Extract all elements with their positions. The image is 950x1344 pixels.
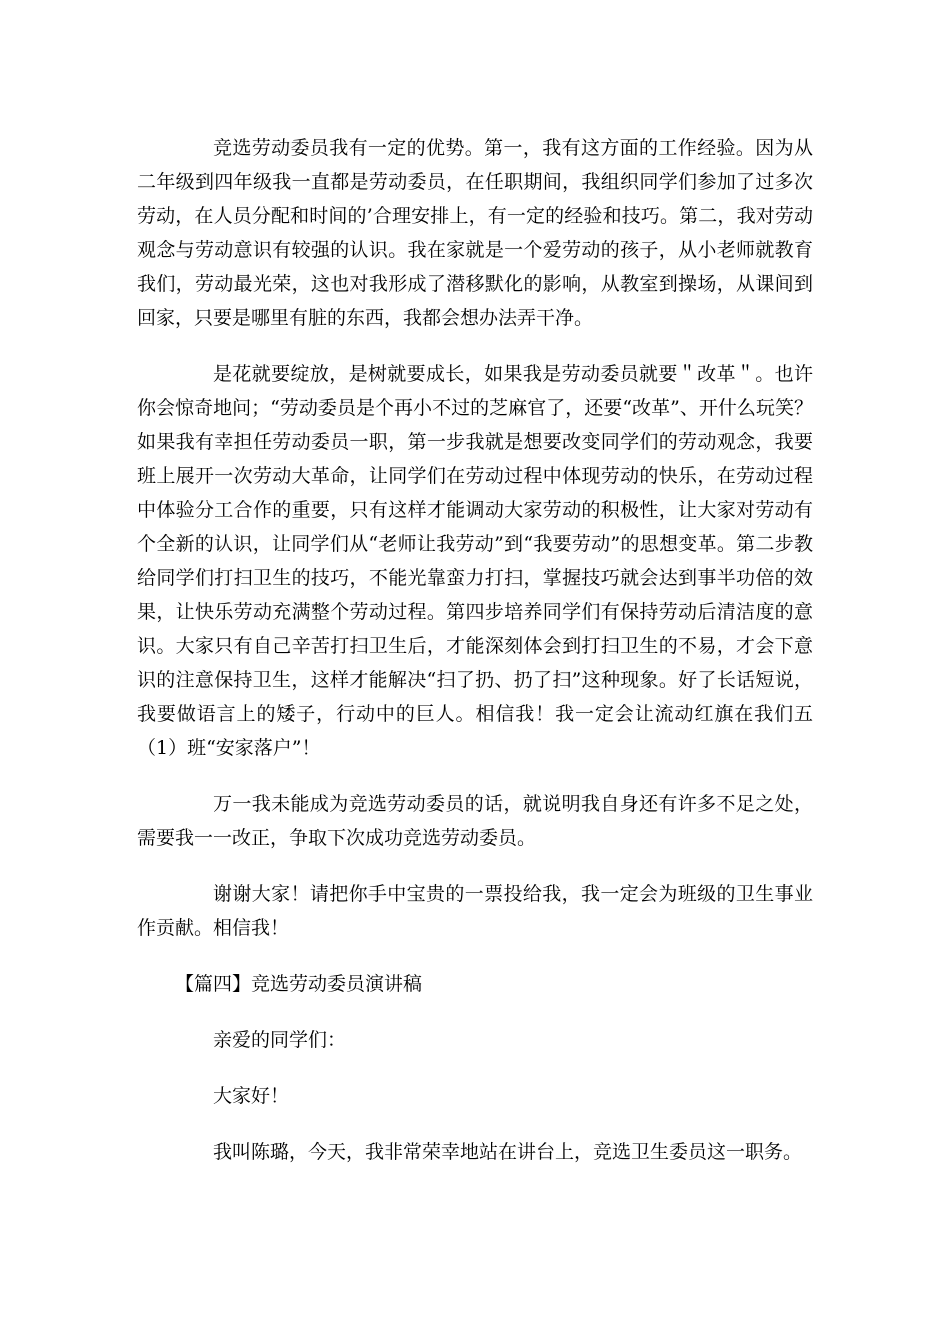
paragraph-advantages: 竞选劳动委员我有一定的优势。第一，我有这方面的工作经验。因为从二年级到四年级我一直都是劳动委员，在任职期间，我组织同学们参加了过多次劳动，在人员分配和时间的’合理安排上，有一定的经验和技巧。第二，我对劳动观念与劳动意识有较强的认识。我在家就是一个爱劳动的孩子，从小老师就教育我们，劳动最光荣，这也对我形成了潜移默化的影响，从教室到操场，从课间到回家，只要是哪里有脏的东西，我都会想办法弄干净。 xyxy=(137,137,813,329)
paragraph-reform: 是花就要绽放，是树就要成长，如果我是劳动委员就要＂改革＂。也许你会惊奇地问；“劳动委员是个再小不过的芝麻官了，还要“改革”、开什么玩笑？如果我有幸担任劳动委员一职，第一步我就是想要改变同学们的劳动观念，我要班上展开一次劳动大革命，让同学们在劳动过程中体现劳动的快乐，在劳动过程中体验分工合作的重要，只有这样才能调动大家劳动的积极性，让大家对劳动有个全新的认识，让同学们从“老师让我劳动”到“我要劳动”的思想变革。第二步教给同学们打扫卫生的技巧，不能光靠蛮力打扫，掌握技巧就会达到事半功倍的效果，让快乐劳动充满整个劳动过程。第四步培养同学们有保持劳动后清洁度的意识。大家只有自己辛苦打扫卫生后，才能深刻体会到打扫卫生的不易，才会下意识的注意保持卫生，这样才能解决“扫了扔、扔了扫”这种现象。好了长话短说，我要做语言上的矮子，行动中的巨人。相信我！我一定会让流动红旗在我们五（1）班“安家落户”！ xyxy=(137,363,813,759)
paragraph-thanks: 谢谢大家！请把你手中宝贵的一票投给我，我一定会为班级的卫生事业作贡献。相信我！ xyxy=(137,883,813,939)
hello-line: 大家好！ xyxy=(213,1085,290,1107)
section-heading: 【篇四】竞选劳动委员演讲稿 xyxy=(175,973,423,995)
document-page xyxy=(137,131,813,1191)
paragraph-if-not-elected: 万一我未能成为竞选劳动委员的话，就说明我自身还有许多不足之处，需要我一一改正，争取下次成功竞选劳动委员。 xyxy=(137,793,813,849)
intro-line: 我叫陈璐，今天，我非常荣幸地站在讲台上，竞选卫生委员这一职务。 xyxy=(213,1141,803,1163)
greeting-line: 亲爱的同学们： xyxy=(213,1029,347,1051)
